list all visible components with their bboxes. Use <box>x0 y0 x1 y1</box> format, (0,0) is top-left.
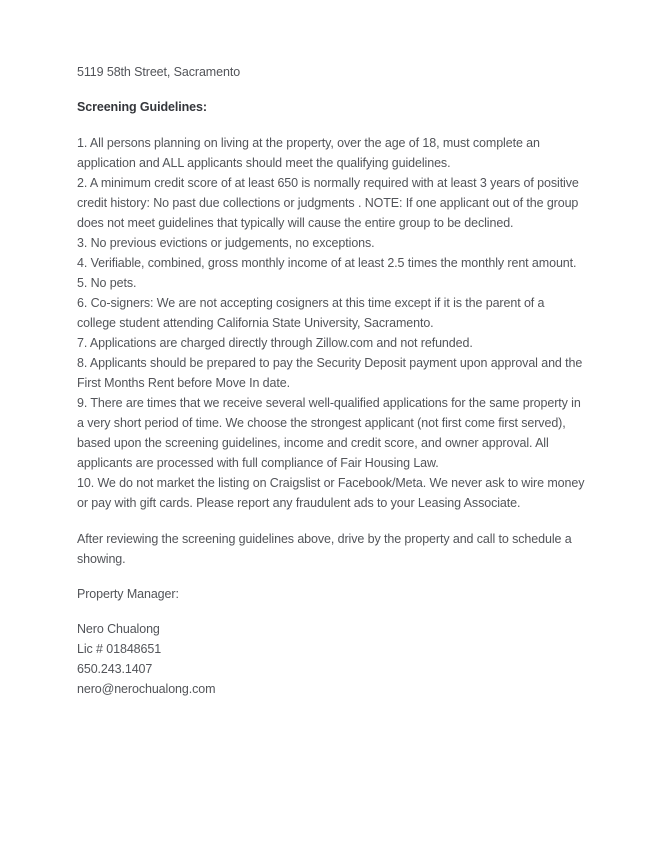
manager-license: Lic # 01848651 <box>77 642 162 656</box>
guideline-item-5: 5. No pets. <box>77 276 137 290</box>
closing-note: After reviewing the screening guidelines above, drive by the property and call to schedule a showing. <box>77 532 572 566</box>
screening-guidelines-heading: Screening Guidelines: <box>77 100 207 114</box>
property-address: 5119 58th Street, Sacramento <box>77 65 241 79</box>
guideline-item-7: 7. Applications are charged directly through Zillow.com and not refunded. <box>77 336 473 350</box>
guideline-item-1: 1. All persons planning on living at the property, over the age of 18, must complete an application and ALL applicants should meet the qualifying guidelines. <box>77 136 540 170</box>
guideline-item-9: 9. There are times that we receive several well-qualified applications for the same property in a very short period of time. We choose the strongest applicant (not first come first served), based upon the screening guidelines, income and credit score, and owner approval. All applicants are processed with full compliance of Fair Housing Law. <box>77 396 581 470</box>
manager-email: nero@nerochualong.com <box>77 682 216 696</box>
guideline-item-4: 4. Verifiable, combined, gross monthly income of at least 2.5 times the monthly rent amount. <box>77 256 577 270</box>
guideline-item-2: 2. A minimum credit score of at least 650 is normally required with at least 3 years of positive credit history: No past due collections or judgments . NOTE: If one applicant out of the group does not meet guidelines that typically will cause the entire group to be declined. <box>77 176 579 230</box>
property-manager-label: Property Manager: <box>77 587 179 601</box>
guideline-item-3: 3. No previous evictions or judgements, no exceptions. <box>77 236 375 250</box>
guideline-item-6: 6. Co-signers: We are not accepting cosigners at this time except if it is the parent of a college student attending California State University, Sacramento. <box>77 296 545 330</box>
guidelines-list <box>77 133 585 513</box>
manager-name: Nero Chualong <box>77 622 160 636</box>
contact-block <box>77 619 585 699</box>
guideline-item-8: 8. Applicants should be prepared to pay the Security Deposit payment upon approval and the First Months Rent before Move In date. <box>77 356 583 390</box>
document-content <box>77 62 585 699</box>
manager-phone: 650.243.1407 <box>77 662 153 676</box>
guideline-item-10: 10. We do not market the listing on Craigslist or Facebook/Meta. We never ask to wire money or pay with gift cards. Please report any fraudulent ads to your Leasing Associate. <box>77 476 585 510</box>
